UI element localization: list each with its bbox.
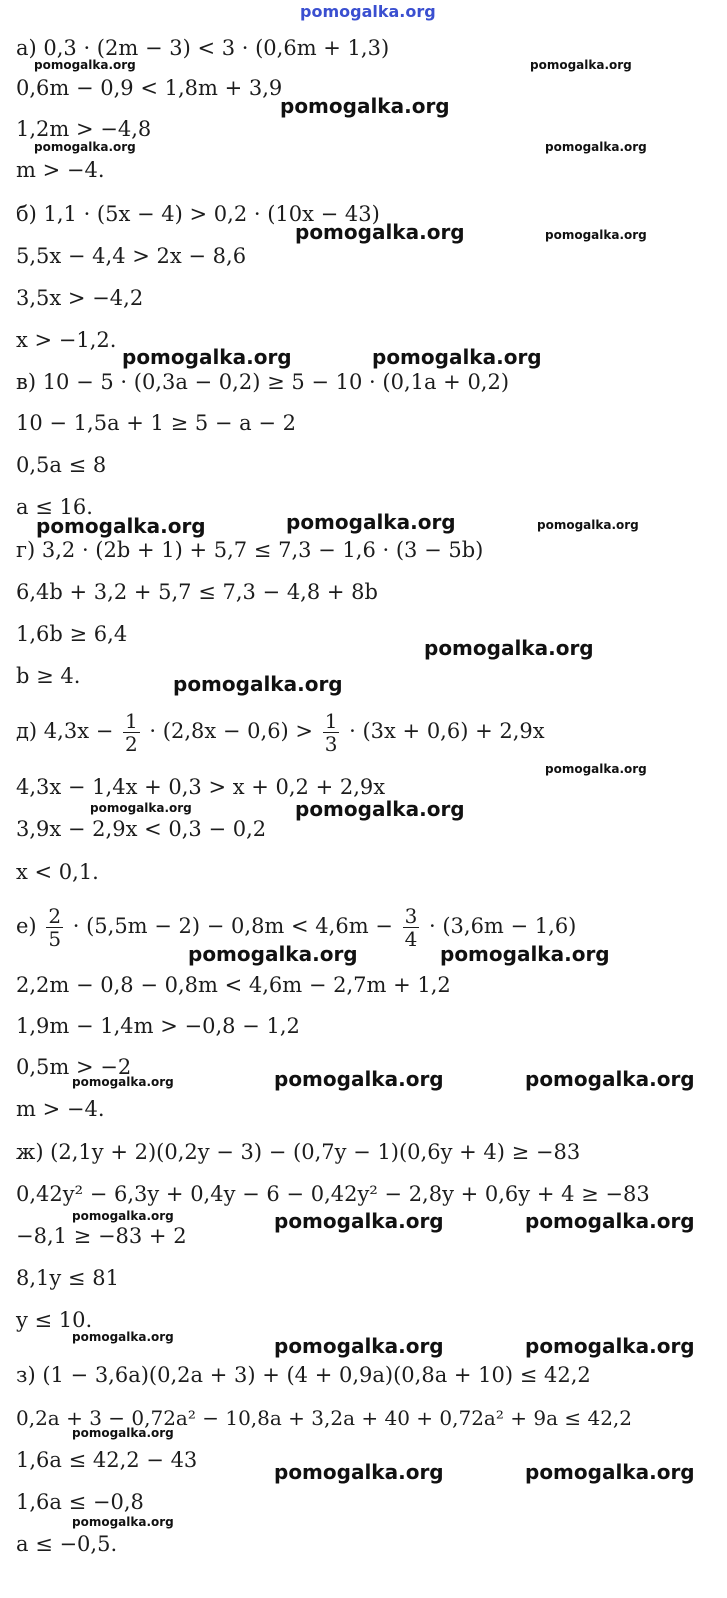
- watermark: pomogalka.org: [545, 140, 647, 154]
- line-f5: m > −4.: [16, 1097, 105, 1121]
- line-c4: a ≤ 16.: [16, 495, 93, 519]
- f1-mid: · (5,5m − 2) − 0,8m < 4,6m −: [72, 914, 393, 938]
- line-d3: 1,6b ≥ 6,4: [16, 622, 128, 646]
- watermark: pomogalka.org: [173, 672, 343, 696]
- watermark: pomogalka.org: [90, 801, 192, 815]
- watermark: pomogalka.org: [372, 345, 542, 369]
- watermark: pomogalka.org: [274, 1067, 444, 1091]
- line-c1: в) 10 − 5 · (0,3a − 0,2) ≥ 5 − 10 · (0,1a + 0,2): [16, 370, 510, 394]
- watermark: pomogalka.org: [34, 58, 136, 72]
- frac-den: 3: [324, 732, 338, 756]
- line-h3: 1,6a ≤ 42,2 − 43: [16, 1448, 198, 1472]
- watermark: pomogalka.org: [122, 345, 292, 369]
- watermark: pomogalka.org: [274, 1334, 444, 1358]
- watermark: pomogalka.org: [280, 94, 450, 118]
- watermark: pomogalka.org: [295, 797, 465, 821]
- frac-num: 3: [404, 904, 418, 928]
- e1-suffix: · (3x + 0,6) + 2,9x: [349, 719, 545, 743]
- watermark: pomogalka.org: [525, 1067, 695, 1091]
- line-f3: 1,9m − 1,4m > −0,8 − 1,2: [16, 1014, 300, 1038]
- watermark: pomogalka.org: [72, 1515, 174, 1529]
- line-g4: 8,1y ≤ 81: [16, 1266, 119, 1290]
- line-h2: 0,2a + 3 − 0,72a² − 10,8a + 3,2a + 40 + 0,72a² + 9a ≤ 42,2: [16, 1406, 632, 1430]
- watermark: pomogalka.org: [525, 1334, 695, 1358]
- f1-prefix: е): [16, 914, 37, 938]
- frac-num: 1: [324, 709, 338, 733]
- watermark: pomogalka.org: [188, 942, 358, 966]
- watermark: pomogalka.org: [295, 220, 465, 244]
- watermark: pomogalka.org: [72, 1209, 174, 1223]
- watermark: pomogalka.org: [545, 228, 647, 242]
- f1-suffix: · (3,6m − 1,6): [428, 914, 577, 938]
- watermark: pomogalka.org: [545, 762, 647, 776]
- watermark: pomogalka.org: [36, 514, 206, 538]
- fraction-one-half: [123, 710, 140, 755]
- line-g1: ж) (2,1y + 2)(0,2y − 3) − (0,7y − 1)(0,6y + 4) ≥ −83: [16, 1140, 581, 1164]
- watermark: pomogalka.org: [440, 942, 610, 966]
- line-h1: з) (1 − 3,6a)(0,2a + 3) + (4 + 0,9a)(0,8a + 10) ≤ 42,2: [16, 1363, 591, 1387]
- line-e4: x < 0,1.: [16, 860, 99, 884]
- line-g5: y ≤ 10.: [16, 1308, 93, 1332]
- line-d2: 6,4b + 3,2 + 5,7 ≤ 7,3 − 4,8 + 8b: [16, 580, 378, 604]
- line-b2: 5,5x − 4,4 > 2x − 8,6: [16, 244, 247, 268]
- fraction-one-third: [323, 710, 340, 755]
- line-h5: a ≤ −0,5.: [16, 1532, 118, 1556]
- line-b1: б) 1,1 · (5x − 4) > 0,2 · (10x − 43): [16, 202, 380, 226]
- line-g3: −8,1 ≥ −83 + 2: [16, 1224, 187, 1248]
- line-e1: [16, 708, 545, 755]
- watermark: pomogalka.org: [34, 140, 136, 154]
- watermark: pomogalka.org: [72, 1075, 174, 1089]
- watermark: pomogalka.org: [274, 1460, 444, 1484]
- fraction-three-quarters: [403, 905, 420, 950]
- line-b4: x > −1,2.: [16, 328, 117, 352]
- watermark: pomogalka.org: [537, 518, 639, 532]
- e1-prefix: д) 4,3x −: [16, 719, 114, 743]
- line-d4: b ≥ 4.: [16, 664, 81, 688]
- line-a1: а) 0,3 · (2m − 3) < 3 · (0,6m + 1,3): [16, 36, 390, 60]
- watermark: pomogalka.org: [525, 1460, 695, 1484]
- line-c3: 0,5a ≤ 8: [16, 453, 107, 477]
- watermark: pomogalka.org: [72, 1330, 174, 1344]
- line-f2: 2,2m − 0,8 − 0,8m < 4,6m − 2,7m + 1,2: [16, 973, 451, 997]
- line-f4: 0,5m > −2: [16, 1055, 132, 1079]
- watermark: pomogalka.org: [424, 636, 594, 660]
- line-h4: 1,6a ≤ −0,8: [16, 1490, 144, 1514]
- fraction-two-fifths: [46, 905, 63, 950]
- line-d1: г) 3,2 · (2b + 1) + 5,7 ≤ 7,3 − 1,6 · (3 − 5b): [16, 538, 484, 562]
- frac-num: 2: [48, 904, 62, 928]
- watermark: pomogalka.org: [525, 1209, 695, 1233]
- line-a3: 1,2m > −4,8: [16, 117, 152, 141]
- line-e2: 4,3x − 1,4x + 0,3 > x + 0,2 + 2,9x: [16, 775, 386, 799]
- e1-mid: · (2,8x − 0,6) >: [149, 719, 314, 743]
- line-g2: 0,42y² − 6,3y + 0,4y − 6 − 0,42y² − 2,8y + 0,6y + 4 ≥ −83: [16, 1182, 650, 1206]
- watermark: pomogalka.org: [530, 58, 632, 72]
- frac-num: 1: [125, 709, 138, 733]
- line-a4: m > −4.: [16, 158, 105, 182]
- watermark: pomogalka.org: [72, 1426, 174, 1440]
- watermark-top: pomogalka.org: [300, 2, 436, 21]
- watermark: pomogalka.org: [286, 510, 456, 534]
- line-a2: 0,6m − 0,9 < 1,8m + 3,9: [16, 76, 283, 100]
- line-e3: 3,9x − 2,9x < 0,3 − 0,2: [16, 817, 267, 841]
- frac-den: 4: [404, 927, 418, 951]
- line-b3: 3,5x > −4,2: [16, 286, 144, 310]
- line-c2: 10 − 1,5a + 1 ≥ 5 − a − 2: [16, 411, 296, 435]
- frac-den: 2: [125, 732, 138, 756]
- watermark: pomogalka.org: [274, 1209, 444, 1233]
- frac-den: 5: [48, 927, 62, 951]
